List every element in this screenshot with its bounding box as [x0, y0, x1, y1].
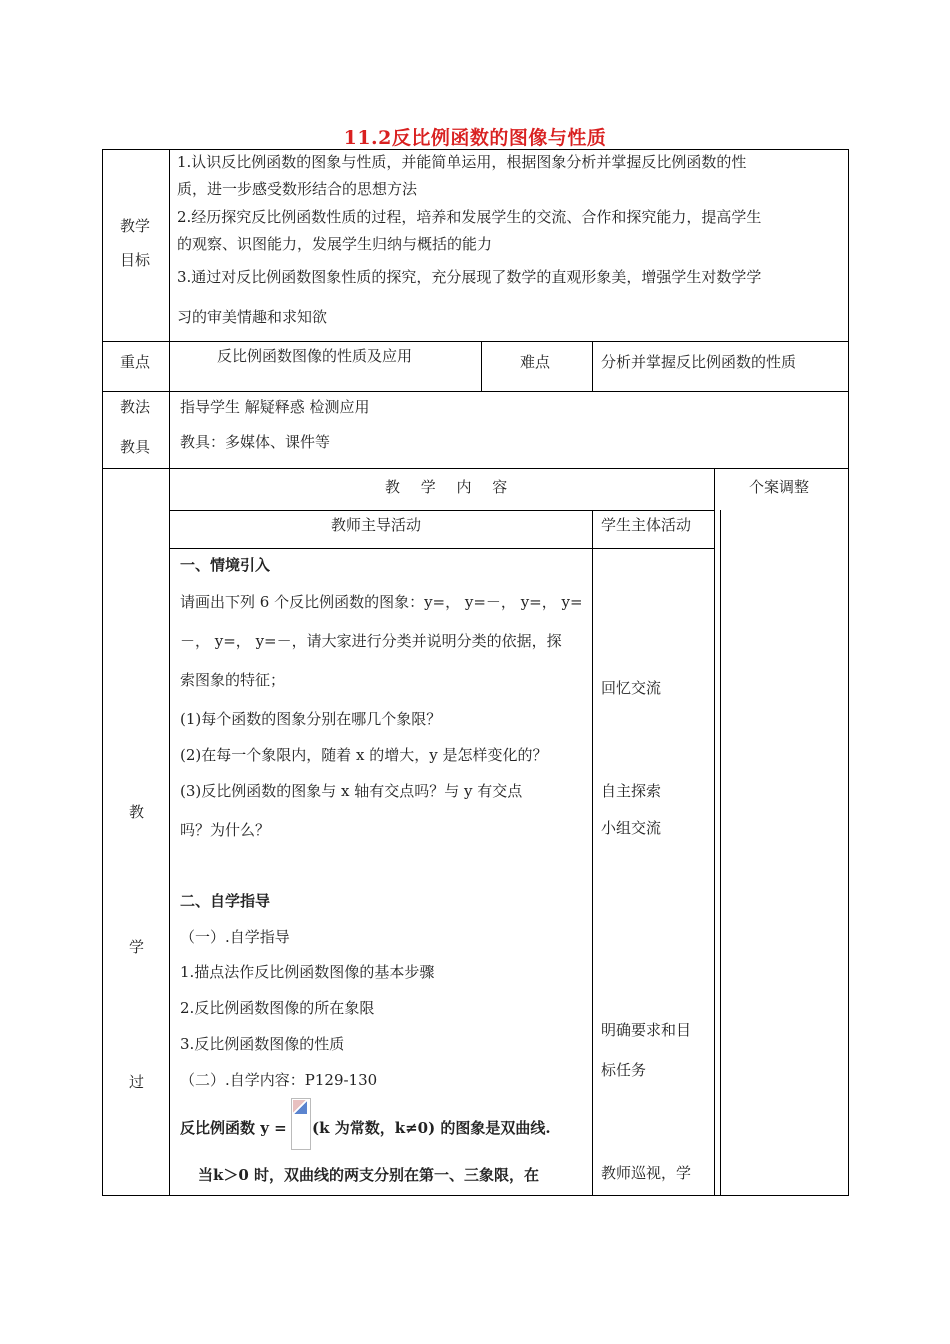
- objective-line: 2.经历探究反比例函数性质的过程，培养和发展学生的交流、合作和探究能力，提高学生: [177, 208, 762, 226]
- col-divider: [481, 341, 482, 391]
- process-label-1: 教: [129, 803, 145, 821]
- teacher-header: 教师主导活动: [331, 516, 422, 534]
- property-text: 当k＞0 时，双曲线的两支分别在第一、三象限，在: [198, 1166, 540, 1184]
- row-divider: [169, 548, 715, 549]
- section-1-text: －， y=， y=－，请大家进行分类并说明分类的依据，探: [180, 632, 562, 650]
- col-divider: [720, 510, 721, 1196]
- self-study-content: （二）.自学内容：P129-130: [180, 1071, 378, 1089]
- document-title: 11.2反比例函数的图像与性质: [343, 127, 607, 149]
- section-2-title: 二、自学指导: [180, 892, 271, 910]
- key-point-label: 重点: [120, 353, 151, 371]
- col-divider: [592, 341, 593, 391]
- method-label-1: 教法: [120, 398, 151, 416]
- objective-line: 质，进一步感受数形结合的思想方法: [177, 180, 418, 198]
- student-activity: 回忆交流: [601, 679, 662, 697]
- section-1-text: 请画出下列 6 个反比例函数的图象：y=， y=－， y=， y=: [180, 593, 583, 611]
- question-3: (3)反比例函数的图象与 x 轴有交点吗？与 y 有交点: [180, 782, 523, 800]
- col-divider: [169, 149, 170, 1196]
- objectives-label-1: 教学: [120, 217, 151, 235]
- student-activity: 小组交流: [601, 819, 662, 837]
- col-divider: [592, 510, 593, 1196]
- col-divider: [714, 510, 715, 1196]
- question-2: (2)在每一个象限内，随着 x 的增大，y 是怎样变化的？: [180, 746, 548, 764]
- objective-line: 1.认识反比例函数的图象与性质，并能简单运用，根据图象分析并掌握反比例函数的性: [177, 153, 747, 171]
- adjust-header: 个案调整: [749, 478, 810, 496]
- guide-item-2: 2.反比例函数图像的所在象限: [180, 999, 375, 1017]
- process-label-2: 学: [129, 938, 145, 956]
- guide-item-3: 3.反比例函数图像的性质: [180, 1035, 345, 1053]
- objective-line: 的观察、识图能力，发展学生归纳与概括的能力: [177, 235, 493, 253]
- difficulty-label: 难点: [520, 353, 551, 371]
- difficulty-value: 分析并掌握反比例函数的性质: [601, 353, 797, 371]
- row-divider: [102, 391, 849, 392]
- definition-end: (k 为常数，k≠0) 的图象是双曲线.: [312, 1119, 551, 1137]
- content-header: 教 学 内 容: [385, 478, 516, 496]
- self-study-guide: （一）.自学指导: [180, 928, 290, 946]
- fraction-image-icon: [291, 1098, 311, 1150]
- section-1-text: 索图象的特征；: [180, 671, 286, 689]
- student-activity: 自主探索: [601, 782, 662, 800]
- row-divider: [169, 510, 715, 511]
- row-divider: [102, 341, 849, 342]
- objective-line: 3.通过对反比例函数图象性质的探究，充分展现了数学的直观形象美，增强学生对数学学: [177, 268, 762, 286]
- row-divider: [102, 468, 849, 469]
- guide-item-1: 1.描点法作反比例函数图像的基本步骤: [180, 963, 435, 981]
- question-1: (1)每个函数的图象分别在哪几个象限？: [180, 710, 442, 728]
- method-label-2: 教具: [120, 438, 151, 456]
- process-label-3: 过: [129, 1073, 145, 1091]
- key-point-value: 反比例函数图像的性质及应用: [217, 347, 413, 365]
- objective-line: 习的审美情趣和求知欲: [177, 308, 328, 326]
- objectives-label-2: 目标: [120, 251, 151, 269]
- question-3-cont: 吗？为什么？: [180, 821, 271, 839]
- col-divider: [714, 468, 715, 510]
- teaching-aids-text: 教具：多媒体、课件等: [180, 433, 331, 451]
- student-activity: 教师巡视，学: [601, 1164, 692, 1182]
- student-activity: 标任务: [601, 1061, 647, 1079]
- student-header: 学生主体活动: [601, 516, 692, 534]
- student-activity: 明确要求和目: [601, 1021, 692, 1039]
- section-1-title: 一、情境引入: [180, 556, 271, 574]
- definition-start: 反比例函数 y =: [180, 1119, 287, 1137]
- method-text: 指导学生 解疑释惑 检测应用: [180, 398, 370, 416]
